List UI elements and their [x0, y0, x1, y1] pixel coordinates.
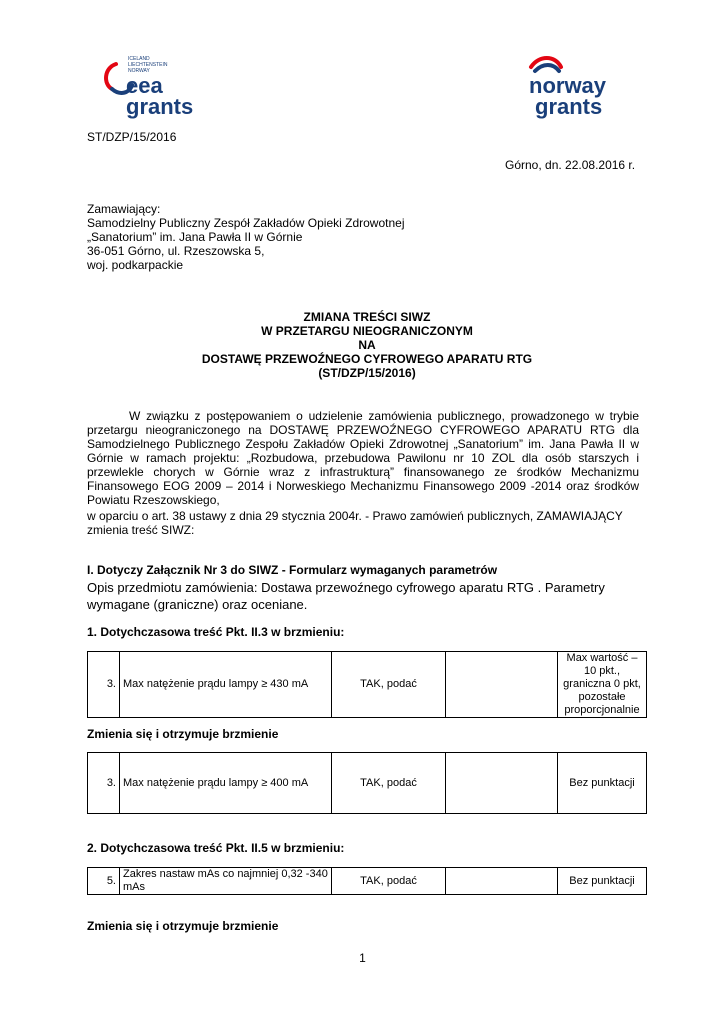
norway-grants-logo: [525, 55, 635, 120]
change1-new-heading: Zmienia się i otrzymuje brzmienie: [87, 727, 279, 741]
buyer-line: Samodzielny Publiczny Zespół Zakładów Opieki Zdrowotnej: [87, 216, 405, 230]
title-line: NA: [358, 338, 376, 352]
title-line: (ST/DZP/15/2016): [318, 366, 416, 380]
buyer-line: „Sanatorium” im. Jana Pawła II w Górnie: [87, 230, 303, 244]
eea-logo-country-1: ICELAND: [128, 56, 150, 62]
row-parameter: Zakres nastaw mAs co najmniej 0,32 -340 mAs: [120, 868, 332, 895]
norway-logo-grants-word: grants: [535, 94, 603, 119]
row-number: 5.: [88, 868, 120, 895]
change2-old-table: [87, 867, 647, 895]
row-scoring: Bez punktacji: [558, 868, 647, 895]
norway-logo-word: norway: [529, 73, 607, 98]
eea-logo-grants-word: grants: [126, 94, 194, 119]
eea-logo-country-2: LIECHTENSTEIN: [128, 62, 168, 68]
row-requirement: TAK, podać: [332, 868, 446, 895]
row-number: 3.: [88, 753, 120, 814]
row-number: 3.: [88, 652, 120, 718]
title-line: W PRZETARGU NIEOGRANICZONYM: [261, 324, 473, 338]
eea-logo-word: eea: [126, 73, 163, 98]
row-parameter: Max natężenie prądu lampy ≥ 430 mA: [120, 652, 332, 718]
place-date: Górno, dn. 22.08.2016 r.: [505, 158, 636, 172]
table-row: [88, 868, 647, 895]
row-offered-value: [446, 868, 558, 895]
table-row: [88, 652, 647, 718]
row-offered-value: [446, 652, 558, 718]
row-scoring: Max wartość – 10 pkt., graniczna 0 pkt, pozostałe proporcjonalnie: [558, 652, 647, 718]
buyer-line: 36-051 Górno, ul. Rzeszowska 5,: [87, 244, 265, 258]
row-parameter: Max natężenie prądu lampy ≥ 400 mA: [120, 753, 332, 814]
table-row: [88, 753, 647, 814]
change1-new-table: [87, 752, 647, 814]
document-title: [87, 310, 647, 380]
reference-number: ST/DZP/15/2016: [87, 130, 177, 144]
section-heading: I. Dotyczy Załącznik Nr 3 do SIWZ - Formularz wymaganych parametrów: [87, 563, 498, 577]
eea-grants-logo: [100, 52, 210, 122]
title-line: ZMIANA TREŚCI SIWZ: [303, 310, 431, 324]
norway-logo-blue-arc: [535, 65, 559, 71]
page-number: 1: [359, 951, 366, 965]
section-description: Opis przedmiotu zamówienia: Dostawa przewoźnego cyfrowego aparatu RTG . Parametry wymagane (graniczne) oraz oceniane.: [87, 580, 605, 612]
buyer-block: [87, 202, 404, 272]
change2-new-heading: Zmienia się i otrzymuje brzmienie: [87, 919, 279, 933]
intro-paragraph: W związku z postępowaniem o udzielenie zamówienia publicznego, prowadzonego w trybie przetargu nieograniczonego na DOSTAWĘ PRZEWOŹNEGO CYFROWEGO APARATU RTG dla Samodzielnego Publicznego Zespołu Zakładów Opieki Zdrowotnej „Sanatorium” im. Jana Pawła II w Górnie w ramach projektu: „Rozbudowa, przebudowa Pawilonu nr 10 ZOL dla osób starszych i przewlekle chorych w Górnie wraz z infrastrukturą” finansowanego ze środków Mechanizmu Finansowego EOG 2009 – 2014 i Norweskiego Mechanizmu Finansowego 2009 -2014 oraz środków Powiatu Rzeszowskiego,: [87, 409, 639, 507]
eea-logo-red-arc: [106, 64, 116, 89]
row-requirement: TAK, podać: [332, 753, 446, 814]
title-line: DOSTAWĘ PRZEWOŹNEGO CYFROWEGO APARATU RTG: [201, 352, 533, 366]
row-offered-value: [446, 753, 558, 814]
change1-old-table: [87, 651, 647, 718]
row-requirement: TAK, podać: [332, 652, 446, 718]
buyer-line: woj. podkarpackie: [87, 258, 184, 272]
change2-old-heading: 2. Dotychczasowa treść Pkt. II.5 w brzmieniu:: [87, 841, 345, 855]
change1-old-heading: 1. Dotychczasowa treść Pkt. II.3 w brzmieniu:: [87, 625, 345, 639]
legal-basis: w oparciu o art. 38 ustawy z dnia 29 stycznia 2004r. - Prawo zamówień publicznych, ZAMAWIAJĄCY zmienia treść SIWZ:: [87, 509, 623, 537]
row-scoring: Bez punktacji: [558, 753, 647, 814]
eea-logo-country-3: NORWAY: [128, 68, 150, 74]
eea-grants-logo-graphic: [100, 52, 210, 122]
buyer-label: Zamawiający:: [87, 202, 161, 216]
norway-grants-logo-graphic: [525, 55, 635, 120]
